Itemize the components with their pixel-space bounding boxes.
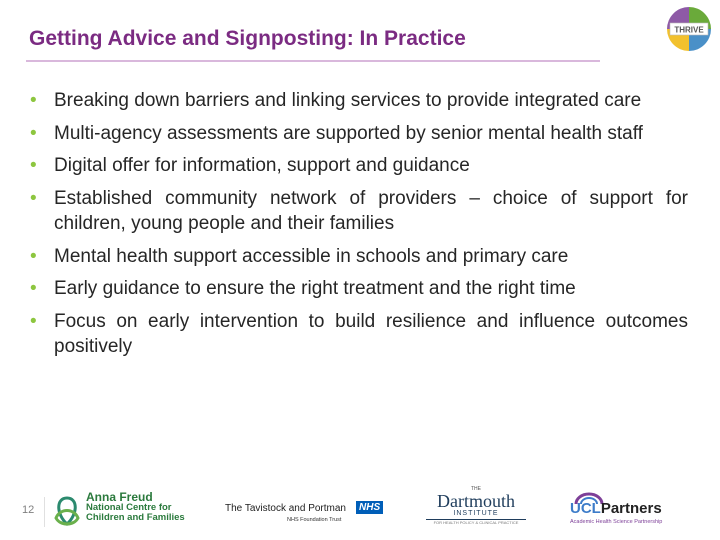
bullet-text: Early guidance to ensure the right treatment and the right time [54,278,576,299]
tavistock-sub: NHS Foundation Trust [287,517,342,523]
bullet-text: Established community network of providers – choice of support for children, young people and their families [54,187,688,234]
bullet-text: Focus on early intervention to build resilience and influence outcomes positively [54,310,688,357]
dartmouth-the: THE [471,486,481,492]
footer-divider [44,497,45,527]
anna-freud-line3: Children and Families [86,512,185,523]
bullet-marker: • [30,245,37,267]
bullet-marker: • [30,155,37,176]
dartmouth-logo [424,486,528,536]
dartmouth-name: Dartmouth [437,491,515,511]
bullet-marker: • [30,90,37,111]
thrive-logo-text: THRIVE [674,25,704,35]
bullet-marker: • [30,122,37,144]
slide-title: Getting Advice and Signposting: In Practice [29,27,466,50]
list-item [30,121,688,147]
bullet-text: Breaking down barriers and linking services to provide integrated care [54,90,642,111]
anna-freud-knot-icon [52,494,82,530]
uclpartners-sub: Academic Health Science Partnership [570,519,663,525]
list-item [30,309,688,360]
list-item [30,244,688,270]
list-item [30,276,688,302]
bullet-marker: • [30,278,37,299]
anna-freud-logo [52,490,185,532]
title-divider [26,60,600,62]
dartmouth-institute: INSTITUTE [453,510,499,517]
list-item [30,88,688,114]
anna-freud-line2: National Centre for [86,501,172,513]
ucl-text: UCL [570,500,601,517]
partners-text: Partners [600,500,662,517]
page-number: 12 [22,504,35,516]
dartmouth-tagline: FOR HEALTH POLICY & CLINICAL PRACTICE [433,520,519,525]
bullet-list [30,88,688,367]
bullet-text: Multi-agency assessments are supported by senior mental health staff [54,122,643,144]
tavistock-name: The Tavistock and Portman [225,503,346,514]
tavistock-logo [222,500,382,530]
bullet-marker: • [30,187,37,209]
nhs-badge: NHS [356,501,383,514]
list-item [30,153,688,179]
uclpartners-logo [568,492,683,532]
bullet-text: Mental health support accessible in schools and primary care [54,245,569,267]
anna-freud-name: Anna Freud [86,490,153,504]
bullet-text: Digital offer for information, support and guidance [54,155,470,176]
bullet-marker: • [30,310,37,332]
thrive-logo-icon [664,4,714,54]
list-item [30,186,688,237]
